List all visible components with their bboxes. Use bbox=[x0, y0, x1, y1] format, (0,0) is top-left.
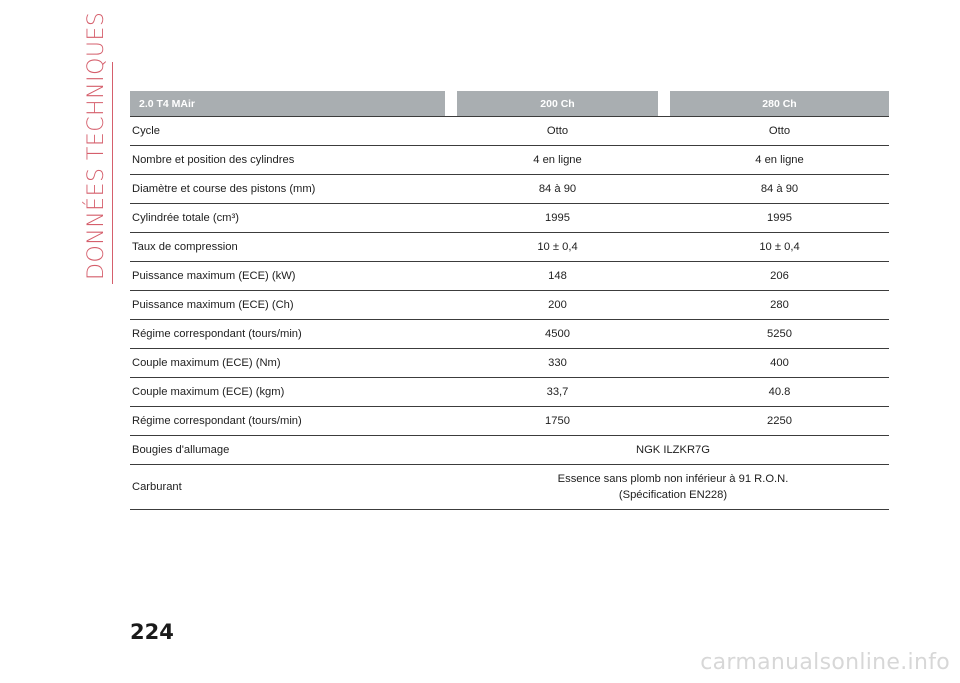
row-label: Bougies d'allumage bbox=[130, 436, 445, 465]
row-value-280ch: 4 en ligne bbox=[670, 146, 889, 175]
table-row bbox=[130, 291, 889, 320]
header-engine: 2.0 T4 MAir bbox=[130, 91, 445, 117]
row-value-200ch: 1750 bbox=[457, 407, 658, 436]
row-value-200ch: 10 ± 0,4 bbox=[457, 233, 658, 262]
row-label: Puissance maximum (ECE) (Ch) bbox=[130, 291, 445, 320]
cell-gap bbox=[445, 349, 457, 378]
row-value-280ch: 5250 bbox=[670, 320, 889, 349]
cell-gap bbox=[445, 320, 457, 349]
row-value-280ch: 2250 bbox=[670, 407, 889, 436]
cell-gap bbox=[658, 320, 670, 349]
table-row bbox=[130, 378, 889, 407]
cell-gap bbox=[445, 146, 457, 175]
row-value-200ch: 33,7 bbox=[457, 378, 658, 407]
cell-gap bbox=[658, 117, 670, 146]
cell-gap bbox=[445, 262, 457, 291]
table-row bbox=[130, 262, 889, 291]
cell-gap bbox=[658, 175, 670, 204]
section-title-rule bbox=[112, 62, 113, 284]
cell-gap bbox=[658, 349, 670, 378]
table-row-fuel bbox=[130, 465, 889, 510]
cell-gap bbox=[658, 262, 670, 291]
cell-gap bbox=[445, 436, 457, 465]
row-value-280ch: 206 bbox=[670, 262, 889, 291]
row-label: Régime correspondant (tours/min) bbox=[130, 407, 445, 436]
header-200ch: 200 Ch bbox=[457, 91, 658, 117]
cell-gap bbox=[658, 146, 670, 175]
row-value-280ch: 84 à 90 bbox=[670, 175, 889, 204]
header-gap bbox=[445, 91, 457, 117]
header-280ch: 280 Ch bbox=[670, 91, 889, 117]
row-label: Régime correspondant (tours/min) bbox=[130, 320, 445, 349]
table-header-row bbox=[130, 91, 889, 117]
cell-gap bbox=[445, 378, 457, 407]
table-row bbox=[130, 233, 889, 262]
row-value-280ch: 10 ± 0,4 bbox=[670, 233, 889, 262]
table-row bbox=[130, 349, 889, 378]
cell-gap bbox=[445, 465, 457, 510]
header-gap bbox=[658, 91, 670, 117]
cell-gap bbox=[658, 233, 670, 262]
watermark: carmanualsonline.info bbox=[700, 650, 950, 675]
row-label: Puissance maximum (ECE) (kW) bbox=[130, 262, 445, 291]
table-row bbox=[130, 175, 889, 204]
fuel-value bbox=[457, 465, 889, 510]
row-value-200ch: 1995 bbox=[457, 204, 658, 233]
row-label: Cycle bbox=[130, 117, 445, 146]
row-value-280ch: 400 bbox=[670, 349, 889, 378]
table-row bbox=[130, 146, 889, 175]
engine-spec-table bbox=[130, 91, 889, 510]
row-value-200ch: 4 en ligne bbox=[457, 146, 658, 175]
cell-gap bbox=[445, 407, 457, 436]
cell-gap bbox=[658, 204, 670, 233]
section-title: DONNÉES TECHNIQUES bbox=[84, 11, 109, 280]
row-label: Cylindrée totale (cm³) bbox=[130, 204, 445, 233]
row-value-280ch: 40.8 bbox=[670, 378, 889, 407]
cell-gap bbox=[445, 175, 457, 204]
row-value-280ch: 1995 bbox=[670, 204, 889, 233]
row-label: Carburant bbox=[130, 465, 445, 510]
table-row-spark-plugs bbox=[130, 436, 889, 465]
row-value-200ch: 200 bbox=[457, 291, 658, 320]
table-row bbox=[130, 320, 889, 349]
spark-plug-value: NGK ILZKR7G bbox=[457, 436, 889, 465]
row-value-200ch: 84 à 90 bbox=[457, 175, 658, 204]
row-label: Nombre et position des cylindres bbox=[130, 146, 445, 175]
row-value-200ch: 148 bbox=[457, 262, 658, 291]
cell-gap bbox=[658, 407, 670, 436]
row-value-200ch: 330 bbox=[457, 349, 658, 378]
cell-gap bbox=[445, 291, 457, 320]
cell-gap bbox=[658, 378, 670, 407]
cell-gap bbox=[445, 204, 457, 233]
table-row bbox=[130, 117, 889, 146]
row-value-280ch: 280 bbox=[670, 291, 889, 320]
fuel-line-1: Essence sans plomb non inférieur à 91 R.O.N. bbox=[557, 473, 789, 485]
table-row bbox=[130, 407, 889, 436]
row-value-200ch: 4500 bbox=[457, 320, 658, 349]
row-label: Couple maximum (ECE) (Nm) bbox=[130, 349, 445, 378]
cell-gap bbox=[445, 117, 457, 146]
cell-gap bbox=[658, 291, 670, 320]
table-row bbox=[130, 204, 889, 233]
page-number: 224 bbox=[130, 620, 174, 644]
cell-gap bbox=[445, 233, 457, 262]
row-value-200ch: Otto bbox=[457, 117, 658, 146]
row-label: Taux de compression bbox=[130, 233, 445, 262]
row-label: Couple maximum (ECE) (kgm) bbox=[130, 378, 445, 407]
row-value-280ch: Otto bbox=[670, 117, 889, 146]
fuel-line-2: (Spécification EN228) bbox=[618, 489, 728, 501]
row-label: Diamètre et course des pistons (mm) bbox=[130, 175, 445, 204]
